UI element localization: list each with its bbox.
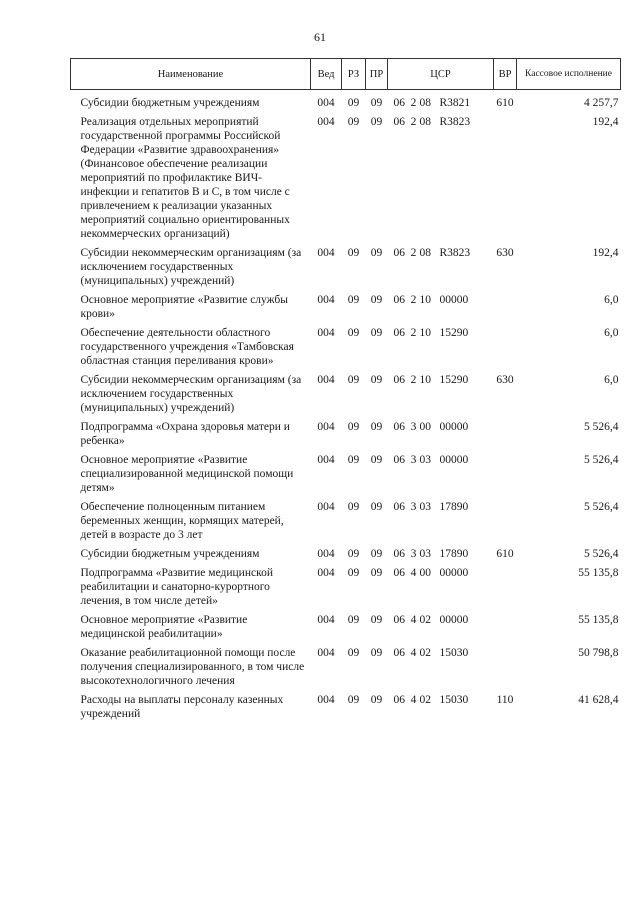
- row-name: Реализация отдельных мероприятий государственной программы Российской Федерации «Развитие здравоохранения» (Финансовое обеспечение реализации мероприятий по профилактике ВИЧ-инфекции и гепатитов В и С, в том числе с привлечением к реализации указанных мероприятий социально ориентированных некоммерческих организаций): [80, 116, 290, 240]
- row-pr: 09: [370, 374, 383, 386]
- csr-part: 06: [393, 116, 405, 128]
- row-rz: 09: [347, 374, 360, 386]
- row-name: Основное мероприятие «Развитие специализированной медицинской помощи детям»: [80, 454, 294, 494]
- row-csr: [388, 246, 494, 293]
- csr-part: 03: [419, 501, 431, 513]
- row-csr: [388, 547, 494, 566]
- row-sum: 55 135,8: [578, 567, 619, 579]
- row-name: Подпрограмма «Охрана здоровья матери и ребенка»: [80, 421, 290, 447]
- csr-part: 4: [410, 567, 417, 579]
- csr-part: 06: [393, 567, 405, 579]
- row-name: Подпрограмма «Развитие медицинской реабилитации и санаторно-курортного лечения, в том числе детей»: [80, 567, 274, 607]
- row-vr: [494, 613, 517, 646]
- csr-part: 08: [419, 116, 431, 128]
- row-csr: [388, 646, 494, 693]
- csr-part: 00000: [439, 454, 469, 466]
- row-sum: 192,4: [592, 247, 619, 259]
- row-ved: 004: [317, 647, 335, 659]
- row-vr: [494, 566, 517, 613]
- csr-part: 15290: [439, 327, 469, 339]
- row-pr: 09: [370, 694, 383, 706]
- table-row: [71, 453, 621, 500]
- csr-part: 2: [410, 97, 417, 109]
- csr-part: R3821: [439, 97, 471, 109]
- csr-part: 3: [410, 501, 417, 513]
- row-pr: 09: [370, 294, 383, 306]
- row-sum: 5 526,4: [584, 548, 619, 560]
- row-rz: 09: [347, 294, 360, 306]
- row-rz: 09: [347, 548, 360, 560]
- table-row: [71, 326, 621, 373]
- csr-part: 06: [393, 501, 405, 513]
- table-row: [71, 613, 621, 646]
- row-vr: [494, 500, 517, 547]
- csr-part: 15290: [439, 374, 469, 386]
- csr-part: 17890: [439, 501, 469, 513]
- row-rz: 09: [347, 247, 360, 259]
- csr-part: 00000: [439, 567, 469, 579]
- header-rz: РЗ: [342, 59, 366, 90]
- csr-part: 06: [393, 327, 405, 339]
- row-name: Субсидии некоммерческим организациям (за исключением государственных (муниципальных) учреждений): [80, 247, 302, 287]
- row-pr: 09: [370, 501, 383, 513]
- csr-part: 4: [410, 614, 417, 626]
- table-row: [71, 293, 621, 326]
- table-row: [71, 646, 621, 693]
- row-name: Основное мероприятие «Развитие медицинской реабилитации»: [80, 614, 248, 640]
- row-ved: 004: [317, 374, 335, 386]
- header-sum: Кассовое исполнение: [517, 59, 621, 90]
- csr-part: 2: [410, 374, 417, 386]
- row-name: Субсидии бюджетным учреждениям: [80, 548, 260, 560]
- row-sum: 6,0: [604, 327, 619, 339]
- row-sum: 4 257,7: [584, 97, 619, 109]
- row-ved: 004: [317, 116, 335, 128]
- row-vr: [494, 420, 517, 453]
- csr-part: 06: [393, 647, 405, 659]
- table-header: [71, 59, 621, 90]
- row-sum: 5 526,4: [584, 501, 619, 513]
- row-sum: 6,0: [604, 374, 619, 386]
- row-rz: 09: [347, 694, 360, 706]
- row-vr: [494, 326, 517, 373]
- csr-part: 06: [393, 548, 405, 560]
- table-row: [71, 420, 621, 453]
- row-sum: 5 526,4: [584, 421, 619, 433]
- csr-part: 06: [393, 614, 405, 626]
- row-csr: [388, 613, 494, 646]
- csr-part: 03: [419, 454, 431, 466]
- row-pr: 09: [370, 548, 383, 560]
- row-vr: [494, 646, 517, 693]
- row-ved: 004: [317, 421, 335, 433]
- budget-table: [70, 58, 621, 726]
- row-pr: 09: [370, 567, 383, 579]
- row-rz: 09: [347, 97, 360, 109]
- row-sum: 41 628,4: [578, 694, 619, 706]
- row-ved: 004: [317, 614, 335, 626]
- csr-part: 2: [410, 116, 417, 128]
- row-rz: 09: [347, 116, 360, 128]
- page-number: 61: [314, 30, 326, 44]
- row-csr: [388, 500, 494, 547]
- table-body: [71, 90, 621, 727]
- row-rz: 09: [347, 327, 360, 339]
- row-csr: [388, 115, 494, 246]
- csr-part: 3: [410, 454, 417, 466]
- row-rz: 09: [347, 647, 360, 659]
- table-row: [71, 115, 621, 246]
- row-vr: 630: [496, 247, 514, 259]
- row-sum: 6,0: [604, 294, 619, 306]
- row-ved: 004: [317, 694, 335, 706]
- table-row: [71, 693, 621, 726]
- row-rz: 09: [347, 501, 360, 513]
- row-csr: [388, 693, 494, 726]
- row-vr: 110: [496, 694, 514, 706]
- row-rz: 09: [347, 454, 360, 466]
- table-row: [71, 547, 621, 566]
- row-pr: 09: [370, 97, 383, 109]
- row-ved: 004: [317, 501, 335, 513]
- row-pr: 09: [370, 614, 383, 626]
- table-row: [71, 373, 621, 420]
- row-name: Субсидии бюджетным учреждениям: [80, 97, 260, 109]
- row-pr: 09: [370, 247, 383, 259]
- csr-part: 10: [419, 327, 431, 339]
- csr-part: 17890: [439, 548, 469, 560]
- csr-part: 4: [410, 694, 417, 706]
- row-ved: 004: [317, 294, 335, 306]
- row-ved: 004: [317, 454, 335, 466]
- csr-part: 00: [419, 421, 431, 433]
- row-vr: [494, 453, 517, 500]
- row-sum: 5 526,4: [584, 454, 619, 466]
- csr-part: 2: [410, 327, 417, 339]
- csr-part: 06: [393, 694, 405, 706]
- csr-part: 06: [393, 421, 405, 433]
- csr-part: 02: [419, 614, 431, 626]
- row-csr: [388, 326, 494, 373]
- header-vr: ВР: [494, 59, 517, 90]
- row-vr: 630: [496, 374, 514, 386]
- csr-part: 15030: [439, 694, 469, 706]
- csr-part: 4: [410, 647, 417, 659]
- header-pr: ПР: [366, 59, 388, 90]
- row-sum: 50 798,8: [578, 647, 619, 659]
- csr-part: 06: [393, 247, 405, 259]
- csr-part: 15030: [439, 647, 469, 659]
- table-row: [71, 246, 621, 293]
- row-pr: 09: [370, 454, 383, 466]
- csr-part: 00000: [439, 421, 469, 433]
- row-name: Расходы на выплаты персоналу казенных учреждений: [80, 694, 284, 720]
- row-rz: 09: [347, 614, 360, 626]
- csr-part: 3: [410, 548, 417, 560]
- row-pr: 09: [370, 116, 383, 128]
- row-csr: [388, 90, 494, 116]
- table-row: [71, 566, 621, 613]
- row-pr: 09: [370, 421, 383, 433]
- csr-part: R3823: [439, 247, 471, 259]
- row-ved: 004: [317, 548, 335, 560]
- row-rz: 09: [347, 567, 360, 579]
- csr-part: 08: [419, 97, 431, 109]
- csr-part: 06: [393, 294, 405, 306]
- row-ved: 004: [317, 247, 335, 259]
- csr-part: 3: [410, 421, 417, 433]
- csr-part: 00000: [439, 294, 469, 306]
- row-csr: [388, 420, 494, 453]
- table-row: [71, 90, 621, 116]
- row-vr: [494, 115, 517, 246]
- row-pr: 09: [370, 647, 383, 659]
- csr-part: 2: [410, 247, 417, 259]
- row-csr: [388, 373, 494, 420]
- csr-part: 08: [419, 247, 431, 259]
- row-name: Обеспечение деятельности областного государственного учреждения «Тамбовская областная станция переливания крови»: [80, 327, 294, 367]
- row-ved: 004: [317, 97, 335, 109]
- row-csr: [388, 453, 494, 500]
- row-name: Обеспечение полноценным питанием беременных женщин, кормящих матерей, детей в возрасте до 3 лет: [80, 501, 284, 541]
- csr-part: 2: [410, 294, 417, 306]
- csr-part: R3823: [439, 116, 471, 128]
- row-vr: 610: [496, 548, 514, 560]
- csr-part: 06: [393, 454, 405, 466]
- csr-part: 02: [419, 647, 431, 659]
- row-pr: 09: [370, 327, 383, 339]
- csr-part: 10: [419, 294, 431, 306]
- row-name: Субсидии некоммерческим организациям (за исключением государственных (муниципальных) учреждений): [80, 374, 302, 414]
- csr-part: 06: [393, 97, 405, 109]
- header-ved: Вед: [311, 59, 342, 90]
- row-vr: 610: [496, 97, 514, 109]
- table-row: [71, 500, 621, 547]
- row-ved: 004: [317, 567, 335, 579]
- row-csr: [388, 566, 494, 613]
- row-sum: 192,4: [592, 116, 619, 128]
- csr-part: 06: [393, 374, 405, 386]
- row-name: Основное мероприятие «Развитие службы крови»: [80, 294, 289, 320]
- csr-part: 10: [419, 374, 431, 386]
- csr-part: 03: [419, 548, 431, 560]
- header-name: Наименование: [71, 59, 311, 90]
- row-vr: [494, 293, 517, 326]
- header-csr: ЦСР: [388, 59, 494, 90]
- row-rz: 09: [347, 421, 360, 433]
- csr-part: 00: [419, 567, 431, 579]
- row-csr: [388, 293, 494, 326]
- row-name: Оказание реабилитационной помощи после получения специализированного, в том числе высокотехнологичного лечения: [80, 647, 305, 687]
- row-sum: 55 135,8: [578, 614, 619, 626]
- csr-part: 00000: [439, 614, 469, 626]
- row-ved: 004: [317, 327, 335, 339]
- csr-part: 02: [419, 694, 431, 706]
